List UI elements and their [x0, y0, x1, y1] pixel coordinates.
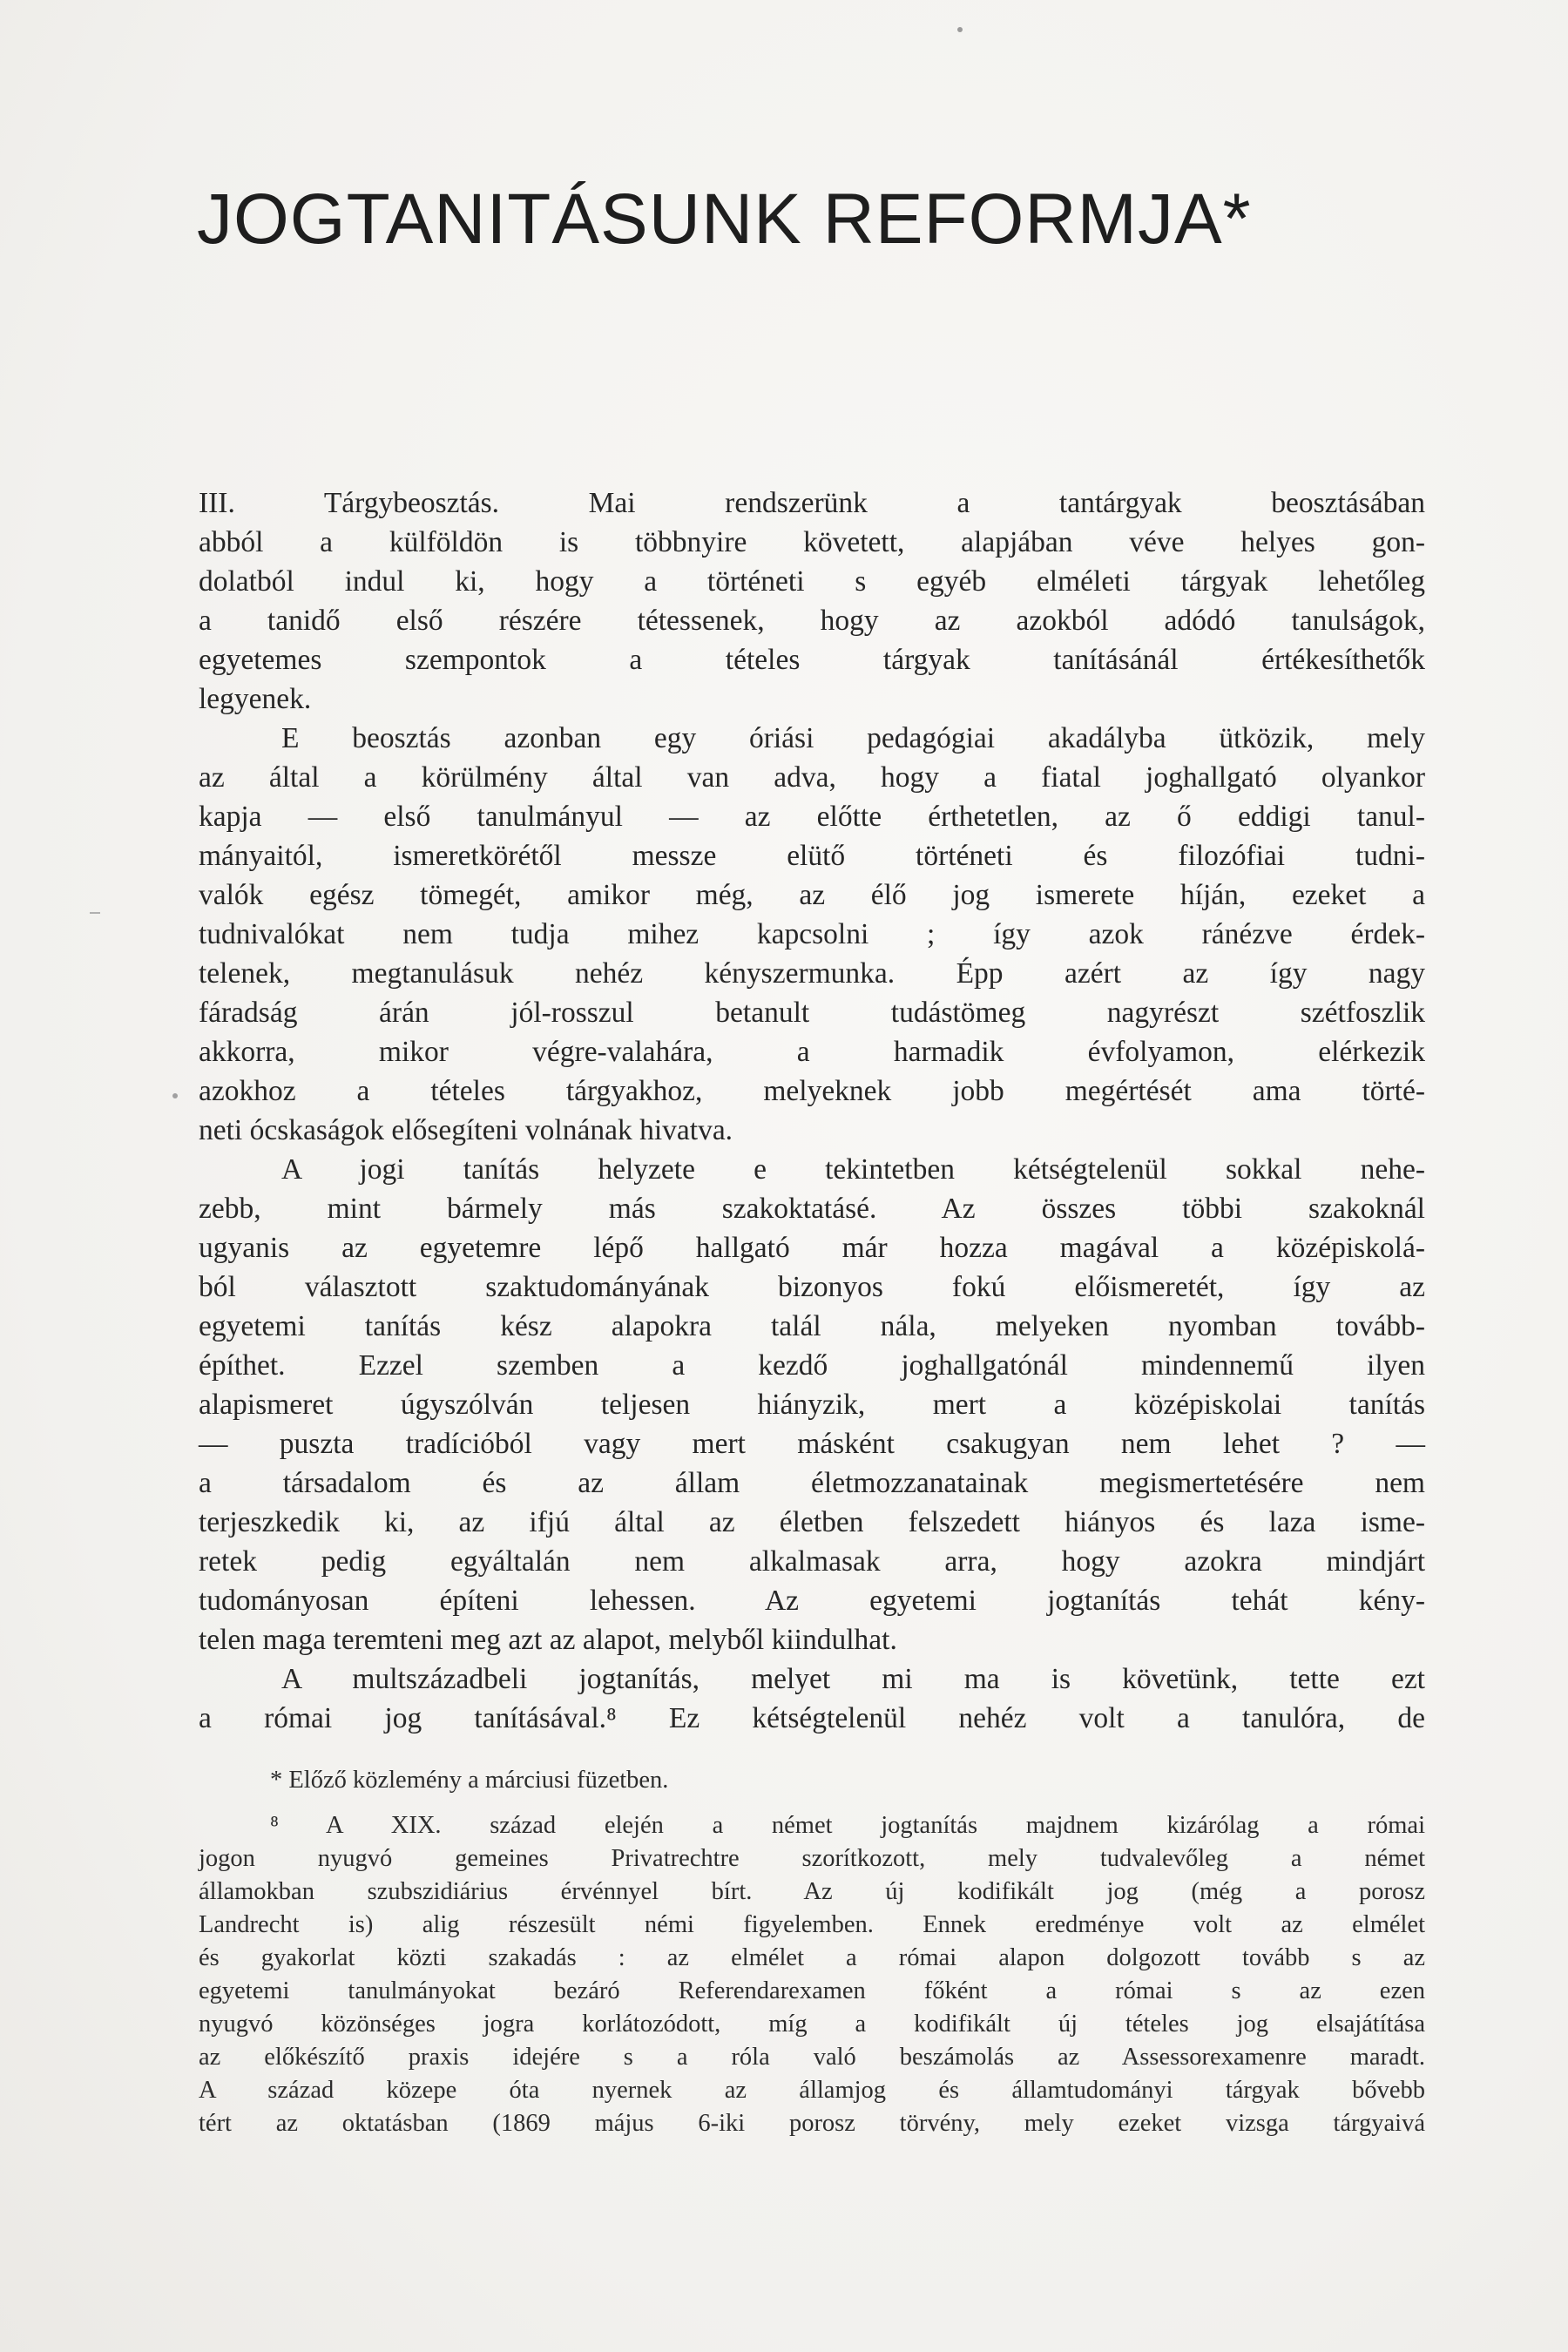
text-line: zebb, mint bármely más szakoktatásé. Az összes többi szakoknál: [199, 1193, 1425, 1225]
text-line: azokhoz a tételes tárgyakhoz, melyeknek jobb megértését ama törté-: [199, 1075, 1425, 1107]
text-line: a római jog tanításával.⁸ Ez kétségtelenül nehéz volt a tanulóra, de: [199, 1702, 1425, 1734]
footnotes: [199, 1764, 1425, 2140]
text-line: retek pedig egyáltalán nem alkalmasak arra, hogy azokra mindjárt: [199, 1545, 1425, 1578]
main-text: [199, 483, 1425, 1738]
footnote-8-line: A század közepe óta nyernek az államjog és államtudományi tárgyak bővebb: [199, 2077, 1425, 2104]
footnote-8-line: ⁸ A XIX. század elején a német jogtanítás majdnem kizárólag a római: [270, 1812, 1425, 1839]
text-line: a társadalom és az állam életmozzanatainak megismertetésére nem: [199, 1467, 1425, 1499]
text-line: akkorra, mikor végre-valahára, a harmadik évfolyamon, elérkezik: [199, 1036, 1425, 1068]
text-line: kapja — első tanulmányul — az előtte érthetetlen, az ő eddigi tanul-: [199, 801, 1425, 833]
text-line: legyenek.: [199, 683, 312, 715]
footnote-8-line: az előkészítő praxis idejére s a róla való beszámolás az Assessorexamenre maradt.: [199, 2044, 1425, 2071]
text-line: ugyanis az egyetemre lépő hallgató már hozza magával a középiskolá-: [199, 1232, 1425, 1264]
text-line: terjeszkedik ki, az ifjú által az életben felszedett hiányos és laza isme-: [199, 1506, 1425, 1538]
text-line: tudnivalókat nem tudja mihez kapcsolni ; így azok ránézve érdek-: [199, 918, 1425, 950]
text-line: [199, 483, 1425, 523]
footnote-8-line: Landrecht is) alig részesült némi figyelemben. Ennek eredménye volt az elmélet: [199, 1911, 1425, 1938]
text-line: telen maga teremteni meg azt az alapot, melyből kiindulhat.: [199, 1624, 897, 1656]
text-line: egyetemes szempontok a tételes tárgyak tanításánál értékesíthetők: [199, 644, 1425, 676]
text-line: ból választott szaktudományának bizonyos fokú előismeretét, így az: [199, 1271, 1425, 1303]
text-line: tudományosan építeni lehessen. Az egyetemi jogtanítás tehát kény-: [199, 1585, 1425, 1617]
text-line: valók egész tömegét, amikor még, az élő jog ismerete híján, ezeket a: [199, 879, 1425, 911]
footnote-star: * Előző közlemény a márciusi füzetben.: [270, 1767, 669, 1794]
text-line: mányaitól, ismeretkörétől messze elütő történeti és filozófiai tudni-: [199, 840, 1425, 872]
footnote-8-line: államokban szubszidiárius érvénnyel bírt. Az új kodifikált jog (még a porosz: [199, 1878, 1425, 1905]
text-line: abból a külföldön is többnyire követett, alapjában véve helyes gon-: [199, 526, 1425, 558]
footnote-8-line: jogon nyugvó gemeines Privatrechtre szorítkozott, mely tudvalevőleg a német: [199, 1845, 1425, 1872]
text-line: alapismeret úgyszólván teljesen hiányzik, mert a középiskolai tanítás: [199, 1389, 1425, 1421]
text-line: az által a körülmény által van adva, hogy a fiatal joghallgató olyankor: [199, 761, 1425, 794]
text-line: A multszázadbeli jogtanítás, melyet mi ma is követünk, tette ezt: [281, 1663, 1425, 1695]
footnote-8-line: egyetemi tanulmányokat bezáró Referendarexamen főként a római s az ezen: [199, 1977, 1425, 2004]
section-heading: III. Tárgybeosztás. Mai rendszerünk a tantárgyak beosztásában: [199, 487, 1425, 519]
text-line: telenek, megtanulásuk nehéz kényszermunka. Épp azért az így nagy: [199, 957, 1425, 990]
page-title: JOGTANITÁSUNK REFORMJA*: [197, 179, 1252, 259]
text-line: dolatból indul ki, hogy a történeti s egyéb elméleti tárgyak lehetőleg: [199, 565, 1425, 598]
scan-speck: [90, 912, 100, 914]
scan-speck: [172, 1093, 178, 1098]
text-line: fáradság árán jól-rosszul betanult tudástömeg nagyrészt szétfoszlik: [199, 997, 1425, 1029]
footnote-8-line: nyugvó közönséges jogra korlátozódott, míg a kodifikált új tételes jog elsajátítása: [199, 2011, 1425, 2038]
text-line: neti ócskaságok elősegíteni volnának hivatva.: [199, 1114, 733, 1146]
text-line: — puszta tradícióból vagy mert másként csakugyan nem lehet ? —: [199, 1428, 1425, 1460]
text-line: építhet. Ezzel szemben a kezdő joghallgatónál mindennemű ilyen: [199, 1349, 1425, 1382]
text-line: a tanidő első részére tétessenek, hogy az azokból adódó tanulságok,: [199, 605, 1425, 637]
footnote-8-line: és gyakorlat közti szakadás : az elmélet a római alapon dolgozott tovább s az: [199, 1944, 1425, 1971]
text-line: E beosztás azonban egy óriási pedagógiai akadályba ütközik, mely: [281, 722, 1425, 754]
footnote-8-line: tért az oktatásban (1869 május 6-iki porosz törvény, mely ezeket vizsga tárgyaivá: [199, 2110, 1425, 2137]
scan-speck: [957, 27, 963, 32]
text-line: egyetemi tanítás kész alapokra talál nála, melyeken nyomban tovább-: [199, 1310, 1425, 1342]
text-line: A jogi tanítás helyzete e tekintetben kétségtelenül sokkal nehe-: [281, 1153, 1425, 1186]
